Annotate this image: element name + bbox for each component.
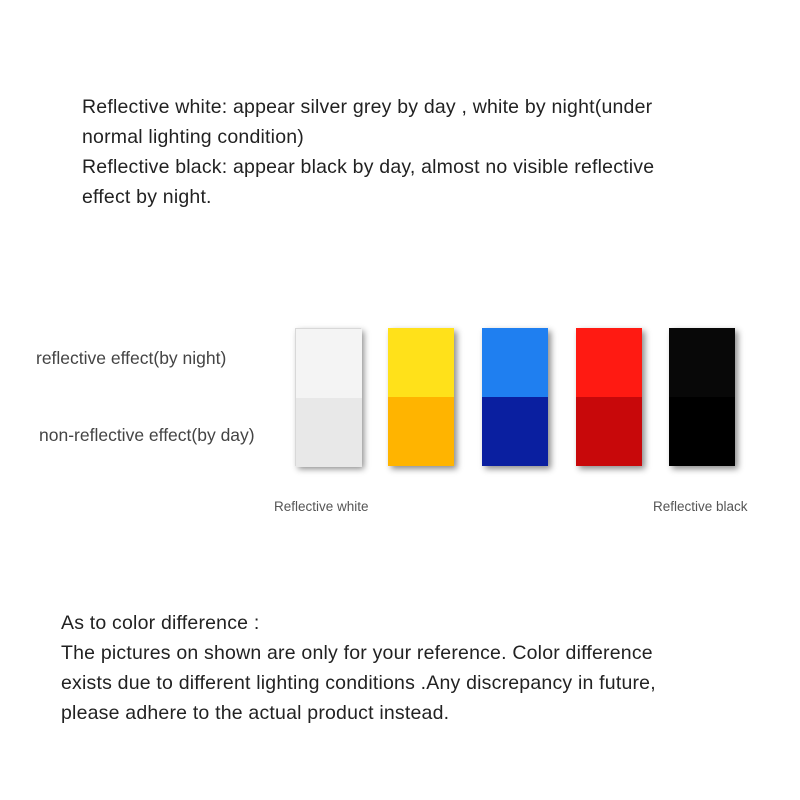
reflective-white-line-2: normal lighting condition) <box>82 126 304 148</box>
reflective-black-line-1: Reflective black: appear black by day, almost no visible reflective <box>82 156 655 178</box>
swatch-black-night <box>669 328 735 397</box>
swatch-red <box>576 328 642 466</box>
night-row-label: reflective effect(by night) <box>36 348 227 368</box>
color-difference-note <box>61 608 761 728</box>
swatch-black <box>669 328 735 466</box>
note-line-4: please adhere to the actual product instead. <box>61 702 450 724</box>
swatch-blue-night <box>482 328 548 397</box>
swatch-red-night <box>576 328 642 397</box>
swatch-white <box>295 328 361 466</box>
caption-reflective-white: Reflective white <box>274 499 369 514</box>
swatch-yellow-day <box>388 397 454 466</box>
reflective-black-line-2: effect by night. <box>82 186 212 208</box>
swatch-black-day <box>669 397 735 466</box>
intro-text <box>82 92 762 212</box>
swatch-white-day <box>296 398 362 467</box>
swatch-white-night <box>296 329 362 398</box>
note-line-2: The pictures on shown are only for your reference. Color difference <box>61 642 653 664</box>
swatch-blue <box>482 328 548 466</box>
note-line-3: exists due to different lighting conditions .Any discrepancy in future, <box>61 672 656 694</box>
swatch-yellow-night <box>388 328 454 397</box>
caption-reflective-black: Reflective black <box>653 499 748 514</box>
day-row-label: non-reflective effect(by day) <box>39 425 255 445</box>
note-heading: As to color difference : <box>61 612 260 634</box>
swatch-red-day <box>576 397 642 466</box>
reflective-white-line-1: Reflective white: appear silver grey by day , white by night(under <box>82 96 653 118</box>
swatch-yellow <box>388 328 454 466</box>
swatch-blue-day <box>482 397 548 466</box>
